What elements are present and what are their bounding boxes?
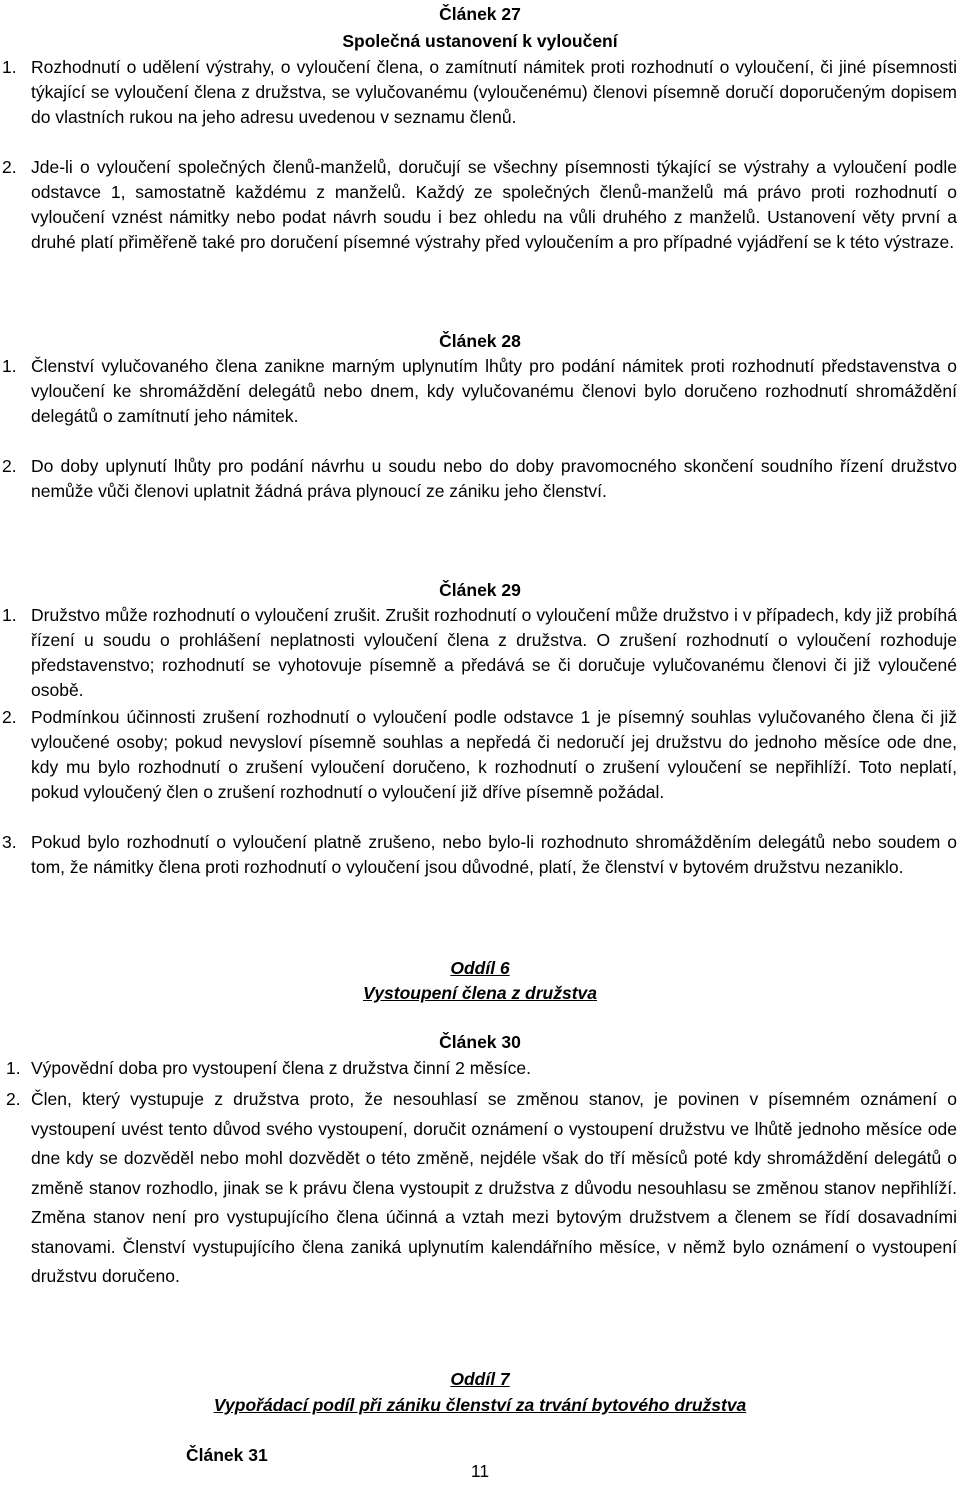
paragraph-text: Podmínkou účinnosti zrušení rozhodnutí o vyloučení podle odstavce 1 je písemný souhlas vylučovaného člena či již vyloučené osoby; pokud nevysloví písemně souhlas a nepředá či nedoručí jej družstvu do jednoho měsíce ode dne, kdy mu bylo rozhodnutí o zrušení vyloučení doručeno, k rozhodnutí o zrušení vyloučení se nepřihlíží. Toto neplatí, pokud vyloučený člen o zrušení rozhodnutí o vyloučení již dříve písemně požádal. [31,707,957,802]
paragraph-number: 2. [2,157,17,177]
article-27-paragraph-2 [2,155,957,255]
section-7-subtitle: Vypořádací podíl při zániku členství za trvání bytového družstva [213,1395,747,1415]
paragraph-number: 1. [2,605,17,625]
paragraph-number: 1. [2,57,17,77]
section-6-subtitle: Vystoupení člena z družstva [362,983,598,1003]
article-28-paragraph-1 [2,354,957,429]
paragraph-text: Člen, který vystupuje z družstva proto, že nesouhlasí se změnou stanov, je povinen v písemném oznámení o vystoupení uvést tento důvod svého vystoupení, doručit oznámení o vystoupení družstvu ve lhůtě jednoho měsíce ode dne kdy se dozvěděl nebo mohl dozvědět o této změně, nejdéle však do tří měsíců poté kdy shromáždění delegátů o změně stanov rozhodlo, jinak se k právu člena vystoupit z družstva z důvodu nesouhlasu se změnou stanov nepřihlíží. Změna stanov není pro vystupujícího člena účinná a vztah mezi bytovým družstvem a členem se řídí dosavadními stanovami. Členství vystupujícího člena zaniká uplynutím kalendářního měsíce, v němž bylo oznámení o vystoupení družstvu doručeno. [31,1089,957,1286]
paragraph-text: Družstvo může rozhodnutí o vyloučení zrušit. Zrušit rozhodnutí o vyloučení může družstvo i v případech, kdy již probíhá řízení u soudu o prohlášení neplatnosti vyloučení člena z družstva. O zrušení rozhodnutí o vyloučení rozhoduje představenstvo; rozhodnutí se vyhotovuje písemně a předává se či doručuje vylučovanému členovi či již vyloučené osobě. [31,605,957,700]
article-30-title: Článek 30 [439,1032,521,1052]
paragraph-text: Pokud bylo rozhodnutí o vyloučení platně zrušeno, nebo bylo-li rozhodnuto shromážděním delegátů nebo soudem o tom, že námitky člena proti rozhodnutí o vyloučení jsou důvodné, platí, že členství v bytovém družstvu nezaniklo. [31,832,957,877]
paragraph-text: Jde-li o vyloučení společných členů-manželů, doručují se všechny písemnosti týkající se výstrahy a vyloučení podle odstavce 1, samostatně každému z manželů. Každý ze společných členů-manželů má právo proti rozhodnutí o vyloučení vznést námitky nebo podat návrh soudu i bez ohledu na vůli druhého z manželů. Ustanovení věty první a druhé platí přiměřeně také pro doručení písemné výstrahy před vyloučením a pro případné vyjádření se k této výstraze. [31,157,957,252]
article-28-paragraph-2 [2,454,957,504]
article-29-title: Článek 29 [439,580,521,600]
article-27-paragraph-1 [2,55,957,130]
article-31-title: Článek 31 [186,1445,268,1465]
paragraph-text: Členství vylučovaného člena zanikne marným uplynutím lhůty pro podání námitek proti rozhodnutí představenstva o vyloučení ke shromáždění delegátů nebo dnem, kdy vylučovanému členovi bylo doručeno rozhodnutí shromáždění delegátů o zamítnutí jeho námitek. [31,356,957,426]
paragraph-text: Výpovědní doba pro vystoupení člena z družstva činní 2 měsíce. [31,1058,532,1078]
paragraph-number: 2. [2,456,17,476]
article-28-title: Článek 28 [439,331,521,351]
paragraph-number: 3. [2,832,17,852]
article-29-paragraph-3 [2,830,957,880]
section-6-title: Oddíl 6 [450,958,510,978]
paragraph-number: 2. [2,707,17,727]
paragraph-text: Do doby uplynutí lhůty pro podání návrhu u soudu nebo do doby pravomocného skončení soudního řízení družstvo nemůže vůči členovi uplatnit žádná práva plynoucí ze zániku jeho členství. [31,456,957,501]
article-29-paragraph-2 [2,705,957,805]
paragraph-text: Rozhodnutí o udělení výstrahy, o vyloučení člena, o zamítnutí námitek proti rozhodnutí o vyloučení, či jiné písemnosti týkající se vyloučení člena z družstva, se vylučovanému (vyloučenému) členovi písemně doručí doporučeným dopisem do vlastních rukou na jeho adresu uvedenou v seznamu členů. [31,57,957,127]
article-27-subtitle: Společná ustanovení k vyloučení [342,31,618,51]
article-30-paragraph-2 [6,1085,957,1292]
article-30-paragraph-1 [6,1056,957,1081]
section-7-title: Oddíl 7 [450,1369,510,1389]
paragraph-number: 1. [6,1058,21,1078]
article-27-title: Článek 27 [439,4,521,24]
paragraph-number: 2. [6,1089,21,1109]
page-number: 11 [470,1461,490,1481]
article-29-paragraph-1 [2,603,957,703]
paragraph-number: 1. [2,356,17,376]
